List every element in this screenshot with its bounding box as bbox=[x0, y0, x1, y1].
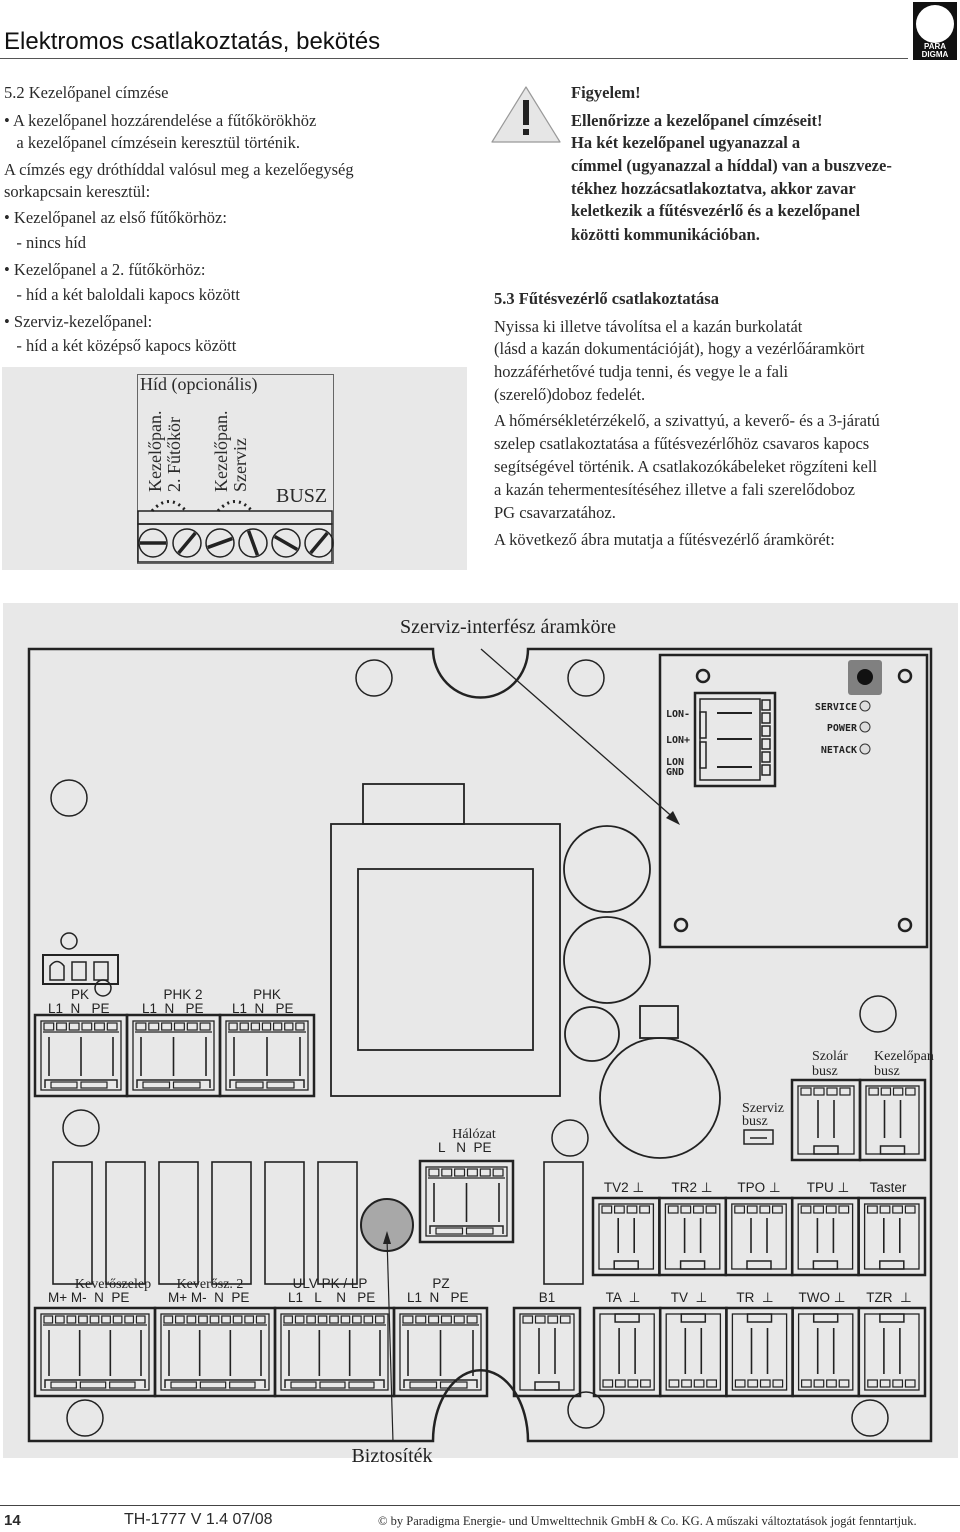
service-bus-label-2: busz bbox=[742, 1114, 768, 1129]
lon-plus-label: LON+ bbox=[666, 735, 691, 746]
mounting-hole bbox=[356, 660, 392, 696]
warning-line: Ha két kezelőpanel ugyanazzal a bbox=[571, 133, 801, 152]
led-service-label: SERVICE bbox=[814, 702, 857, 713]
pk-pins-label: L1 N PE bbox=[48, 1001, 110, 1016]
service-bus-connector bbox=[744, 1130, 773, 1144]
sensor-terminal-connector bbox=[726, 1308, 792, 1396]
mains-pins-label: L N PE bbox=[438, 1140, 492, 1155]
diagram-title: Szerviz-interfész áramköre bbox=[400, 616, 616, 638]
warning-line: címmel (ugyanazzal a híddal) van a buszveze- bbox=[571, 156, 892, 175]
bridge-title: Híd (opcionális) bbox=[140, 374, 258, 394]
text-line: a kazán tehermentesítéséhez illetve a fali szerelődoboz bbox=[494, 480, 855, 499]
phk-label: PHK bbox=[253, 987, 281, 1002]
text-line: segítségével történik. A csatlakozókábeleket rögzíteni kell bbox=[494, 457, 878, 476]
text-line: A címzés egy dróthíddal valósul meg a kezelőegység bbox=[4, 160, 354, 179]
text-line: A hőmérsékletérzékelő, a szivattyú, a keverő- és a 3-járatú bbox=[494, 411, 880, 430]
bridge-label-heating-circuit-2: Kezelőpan. 2. Fűtőkör bbox=[145, 410, 184, 492]
phk2-pins-label: L1 N PE bbox=[142, 1001, 204, 1016]
text-line: szelep csatlakoztatása a fűtésvezérlőhöz csavaros kapocs bbox=[494, 434, 870, 453]
sensor-terminal-connector bbox=[594, 1308, 660, 1396]
lon-pin bbox=[762, 713, 770, 723]
mounting-hole bbox=[552, 1120, 588, 1156]
sensor-terminal-connector bbox=[593, 1198, 659, 1275]
pk-label: PK bbox=[70, 987, 90, 1002]
page-title: Elektromos csatlakoztatás, bekötés bbox=[4, 28, 381, 55]
mounting-hole bbox=[568, 1392, 604, 1428]
pz-pins-label: L1 N PE bbox=[407, 1290, 469, 1305]
text-line: hozzáférhetővé tudja tenni, és vegye le a fali bbox=[494, 362, 789, 381]
mixer-2-pins-label: M+ M- N PE bbox=[168, 1290, 250, 1305]
led-service-icon bbox=[860, 701, 870, 711]
capacitors bbox=[564, 826, 720, 1158]
text-line: PG csavarzatához. bbox=[494, 503, 616, 522]
module-hole bbox=[675, 919, 687, 931]
power-terminal-connector bbox=[35, 1308, 155, 1396]
pz-label: PZ bbox=[432, 1276, 450, 1291]
warning-line: tékhez hozzácsatlakoztatva, akkor zavar bbox=[571, 179, 856, 198]
lon-gnd-label-1: LON bbox=[666, 757, 685, 768]
warning-line: közötti kommunikációban. bbox=[571, 225, 760, 244]
text-line: sorkapcsain keresztül: bbox=[4, 182, 151, 201]
lon-pin bbox=[762, 739, 770, 749]
module-hole bbox=[899, 919, 911, 931]
ulv-label: ULV PK / LP bbox=[292, 1276, 368, 1291]
sensor-terminal-connector bbox=[859, 1308, 925, 1396]
power-terminal-connector bbox=[275, 1308, 394, 1396]
text-line: (szerelő)doboz fedelét. bbox=[494, 385, 646, 404]
mixer-valve-label: Keverőszelep bbox=[74, 1277, 152, 1292]
warning-triangle-icon bbox=[492, 87, 560, 142]
led-netack-icon bbox=[860, 744, 870, 754]
mounting-hole bbox=[860, 996, 896, 1032]
page-number: 14 bbox=[4, 1512, 21, 1529]
service-bus-label-1: Szerviz bbox=[742, 1101, 784, 1116]
mixer-valve-pins-label: M+ M- N PE bbox=[48, 1290, 130, 1305]
mixer-2-label: Keverősz. 2 bbox=[176, 1277, 244, 1292]
sensor-label: TWO ⊥ bbox=[798, 1290, 846, 1305]
panel-bus-label-1: Kezelőpan bbox=[874, 1049, 934, 1064]
lon-pin bbox=[762, 700, 770, 710]
text-line: Nyissa ki illetve távolítsa el a kazán burkolatát bbox=[494, 317, 803, 336]
mounting-hole bbox=[63, 1110, 99, 1146]
text-line: - nincs híd bbox=[4, 233, 87, 252]
sensor-label: TV2 ⊥ bbox=[603, 1180, 645, 1195]
mounting-hole bbox=[67, 1400, 103, 1436]
sensor-terminal-connector bbox=[792, 1198, 858, 1275]
text-line: - híd a két baloldali kapocs között bbox=[4, 285, 240, 304]
sensor-label: Taster bbox=[869, 1180, 907, 1195]
text-line: (lásd a kazán dokumentációját), hogy a vezérlőáramkört bbox=[494, 339, 865, 358]
sensor-terminal-connector bbox=[660, 1308, 726, 1396]
screw-slot bbox=[311, 533, 328, 553]
solar-bus-label-1: Szolár bbox=[812, 1049, 848, 1064]
sensor-label: TPO ⊥ bbox=[737, 1180, 781, 1195]
service-button-dot bbox=[857, 669, 873, 685]
terminal-strip bbox=[138, 511, 333, 562]
mounting-hole bbox=[568, 660, 604, 696]
sensor-terminal-connector bbox=[793, 1308, 859, 1396]
warning-line: keletkezik a fűtésvezérlő és a kezelőpanel bbox=[571, 201, 861, 220]
text-line: • A kezelőpanel hozzárendelése a fűtőkörökhöz bbox=[4, 111, 317, 130]
text-line: A következő ábra mutatja a fűtésvezérlő áramkörét: bbox=[494, 530, 835, 549]
lon-pin bbox=[762, 752, 770, 762]
module-hole bbox=[697, 670, 709, 682]
b1-label: B1 bbox=[538, 1290, 556, 1305]
led-power-label: POWER bbox=[826, 723, 857, 734]
lon-pin bbox=[762, 726, 770, 736]
relay bbox=[212, 1162, 251, 1284]
lon-gnd-label-2: GND bbox=[666, 767, 685, 778]
sensor-label: TR ⊥ bbox=[736, 1290, 774, 1305]
text-line: - híd a két középső kapocs között bbox=[4, 336, 237, 355]
relay bbox=[318, 1162, 357, 1284]
text-line: a kezelőpanel címzésein keresztül történik. bbox=[4, 133, 300, 152]
transformer bbox=[331, 784, 560, 1096]
screw-slot bbox=[179, 533, 196, 553]
document-id: TH-1777 V 1.4 07/08 bbox=[124, 1511, 273, 1528]
phk2-label: PHK 2 bbox=[163, 987, 203, 1002]
text-line: • Szerviz-kezelőpanel: bbox=[4, 312, 153, 331]
relay bbox=[106, 1162, 145, 1284]
section-heading: 5.3 Fűtésvezérlő csatlakoztatása bbox=[494, 289, 719, 308]
power-terminal-connector bbox=[127, 1015, 220, 1096]
fuse-label: Biztosíték bbox=[351, 1445, 433, 1467]
sensor-label: TPU ⊥ bbox=[806, 1180, 850, 1195]
power-terminal-connector bbox=[420, 1161, 513, 1242]
power-terminal-connector bbox=[394, 1308, 487, 1396]
pointer-arrow bbox=[481, 649, 680, 825]
panel-bus-label-2: busz bbox=[874, 1064, 900, 1079]
screw-slot bbox=[208, 539, 232, 548]
mains-label: Hálózat bbox=[452, 1127, 496, 1142]
terminal-connectors bbox=[35, 1015, 925, 1396]
sensor-terminal-connector bbox=[726, 1198, 792, 1275]
warning-line: Figyelem! bbox=[571, 83, 641, 102]
relays bbox=[53, 1162, 583, 1284]
solar-bus-label-2: busz bbox=[812, 1064, 838, 1079]
lon-minus-label: LON- bbox=[666, 709, 691, 720]
sensor-terminal-connector bbox=[860, 1080, 925, 1160]
power-terminal-connector bbox=[220, 1015, 314, 1096]
ulv-pins-label: L1 L N PE bbox=[288, 1290, 376, 1305]
sensor-terminal-connector bbox=[514, 1308, 580, 1396]
bus-label: BUSZ bbox=[276, 485, 328, 507]
sensor-label: TV ⊥ bbox=[670, 1290, 708, 1305]
sensor-label: TZR ⊥ bbox=[866, 1290, 912, 1305]
mounting-hole bbox=[852, 1400, 888, 1436]
warning-line: Ellenőrizze a kezelőpanel címzéseit! bbox=[571, 111, 823, 130]
module-hole bbox=[899, 670, 911, 682]
power-terminal-connector bbox=[155, 1308, 275, 1396]
bridge-dotted-left bbox=[152, 502, 186, 512]
copyright: © by Paradigma Energie- und Umwelttechnik GmbH & Co. KG. A műszaki változtatások jogát fenntartjuk. bbox=[378, 1514, 917, 1528]
paradigma-logo: PARA DIGMA bbox=[913, 2, 957, 60]
led-power-icon bbox=[860, 722, 870, 732]
sensor-terminal-connector bbox=[792, 1080, 860, 1160]
sensor-label: TA ⊥ bbox=[605, 1290, 641, 1305]
text-line: 5.2 Kezelőpanel címzése bbox=[4, 83, 169, 102]
text-line: • Kezelőpanel a 2. fűtőkörhöz: bbox=[4, 260, 206, 279]
led-netack-label: NETACK bbox=[820, 745, 857, 756]
relay bbox=[53, 1162, 92, 1284]
footer-rule bbox=[0, 1505, 960, 1506]
relay bbox=[544, 1162, 583, 1284]
relay bbox=[159, 1162, 198, 1284]
bridge-dotted-middle bbox=[218, 502, 252, 512]
mounting-hole bbox=[51, 780, 87, 816]
relay bbox=[265, 1162, 304, 1284]
sensor-terminal-connector bbox=[859, 1198, 925, 1275]
screw-slot bbox=[275, 537, 298, 550]
phk-pins-label: L1 N PE bbox=[232, 1001, 294, 1016]
sensor-label: TR2 ⊥ bbox=[671, 1180, 713, 1195]
power-terminal-connector bbox=[35, 1015, 127, 1096]
lon-pin bbox=[762, 765, 770, 775]
screw-slot bbox=[249, 531, 258, 555]
text-line: • Kezelőpanel az első fűtőkörhöz: bbox=[4, 208, 227, 227]
bridge-label-service: Kezelőpan. Szerviz bbox=[211, 410, 250, 492]
sensor-terminal-connector bbox=[659, 1198, 725, 1275]
